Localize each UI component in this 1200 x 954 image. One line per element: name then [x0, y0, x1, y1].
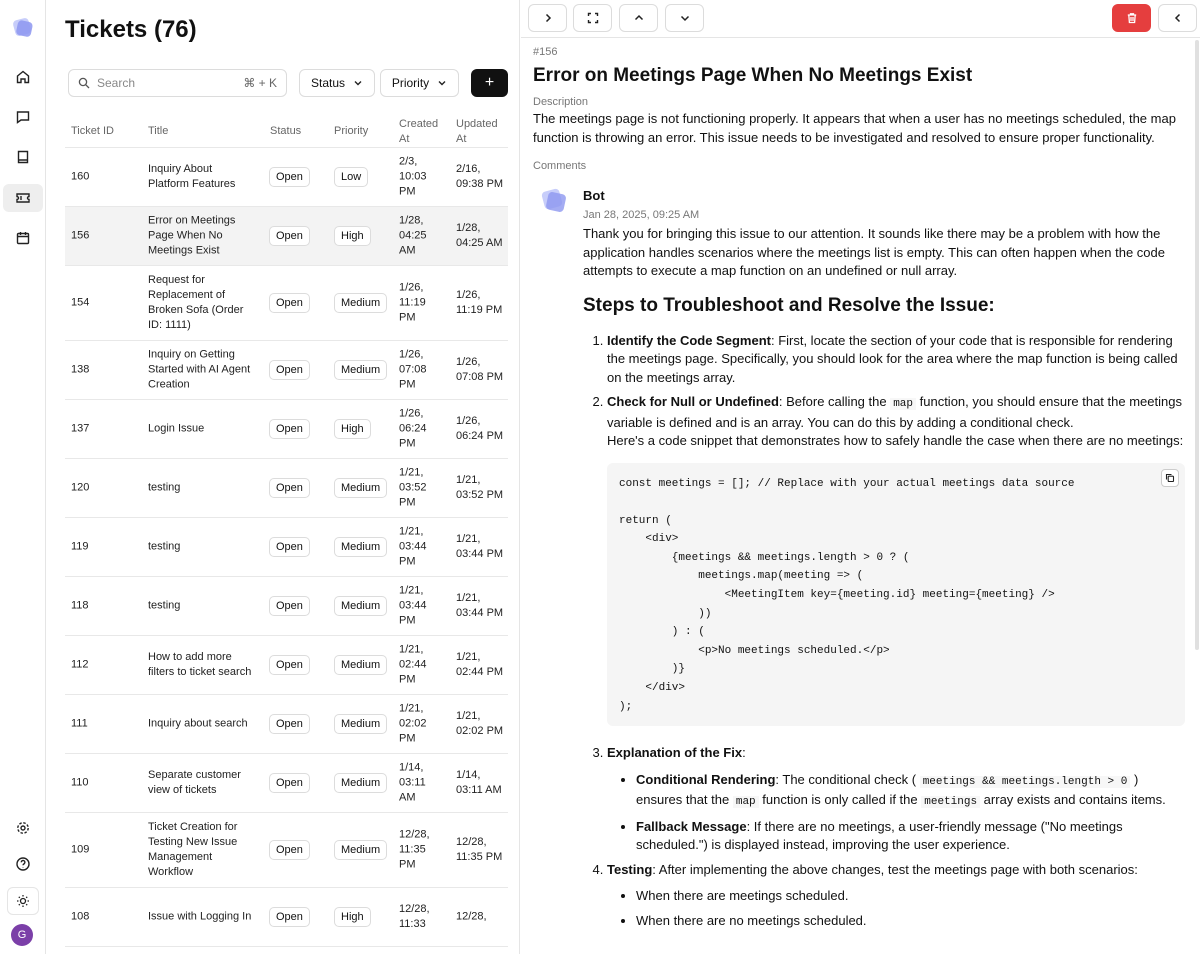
status-badge: Open	[269, 655, 310, 675]
priority-badge: Medium	[334, 360, 387, 380]
ticket-id-cell: 118	[71, 599, 89, 612]
step-2-text-c: Here's a code snippet that demonstrates how to safely handle the case when there are no meetings:	[607, 433, 1184, 448]
table-row[interactable]	[65, 459, 508, 518]
comments-label: Comments	[533, 160, 587, 172]
detail-scrollbar[interactable]	[1195, 40, 1199, 650]
table-header	[65, 114, 508, 148]
table-row[interactable]	[65, 636, 508, 695]
description-label: Description	[533, 96, 589, 108]
header-ticket-id[interactable]: Ticket ID	[71, 125, 114, 137]
table-row[interactable]	[65, 888, 508, 947]
created-at-cell: 1/28, 04:25 AM	[399, 214, 427, 257]
avatar-initial: G	[17, 929, 27, 941]
step-3	[607, 744, 1188, 855]
icon-rail	[0, 0, 46, 954]
chevron-down-icon	[679, 12, 691, 24]
status-badge: Open	[269, 840, 310, 860]
created-at-cell: 12/28, 11:33	[399, 903, 430, 930]
priority-badge: Medium	[334, 714, 387, 734]
chat-icon	[15, 109, 31, 125]
bullet-fallback-message	[636, 818, 1188, 855]
step-2-text: : Before calling the	[778, 394, 891, 409]
step-3-title: Explanation of the Fix	[607, 745, 743, 761]
search-shortcut: ⌘ + K	[243, 76, 277, 90]
step-4	[607, 861, 1188, 931]
ticket-title-cell: Inquiry on Getting Started with AI Agent Creation	[148, 348, 251, 391]
test-case-2: • When there are no meetings scheduled.	[636, 912, 1188, 931]
priority-badge: Medium	[334, 596, 387, 616]
ticket-title-cell: testing	[148, 540, 181, 553]
header-status[interactable]: Status	[270, 125, 302, 137]
chevron-up-icon	[633, 12, 645, 24]
updated-at-cell: 1/26, 07:08 PM	[456, 356, 504, 383]
ticket-id-cell: 112	[71, 658, 89, 671]
updated-at-cell: 1/21, 03:52 PM	[456, 474, 504, 501]
sun-icon	[15, 893, 31, 909]
comment-body	[583, 225, 1188, 936]
ticket-list-panel	[46, 0, 520, 954]
ticket-id-cell: 111	[71, 717, 88, 730]
status-badge: Open	[269, 167, 310, 187]
step-1-title: Identify the Code Segment	[607, 332, 771, 348]
ticket-title-cell: Request for Replacement of Broken Sofa (Order ID: 1111)	[148, 274, 244, 331]
ticket-icon	[15, 190, 31, 206]
priority-badge: High	[334, 907, 371, 927]
ticket-title-cell: testing	[148, 481, 181, 494]
ticket-title-cell: Error on Meetings Page When No Meetings Exist	[148, 214, 236, 257]
bullet-1-text-c: function is only called if the	[758, 792, 922, 808]
testing-list	[607, 887, 1188, 930]
table-row[interactable]	[65, 148, 508, 207]
status-filter-label: Status	[310, 76, 346, 90]
bullet-2-title: Fallback Message	[636, 818, 747, 834]
step-4-title: Testing	[607, 861, 653, 877]
created-at-cell: 1/26, 07:08 PM	[399, 348, 427, 391]
gear-icon	[15, 820, 31, 836]
updated-at-cell: 2/16, 09:38 PM	[456, 163, 504, 190]
step-2-text-b: function, you should ensure that the meetings variable is defined and is an array. You can do this by adding a conditional check.	[607, 394, 1182, 430]
status-badge: Open	[269, 907, 310, 927]
ticket-id-cell: 110	[71, 776, 89, 789]
priority-badge: Medium	[334, 537, 387, 557]
header-title[interactable]: Title	[148, 125, 169, 137]
status-badge: Open	[269, 596, 310, 616]
updated-at-cell: 12/28, 11:35 PM	[456, 836, 503, 863]
comment-timestamp: Jan 28, 2025, 09:25 AM	[583, 209, 700, 221]
table-row[interactable]	[65, 754, 508, 813]
nav-home[interactable]	[3, 63, 43, 91]
table-row[interactable]	[65, 577, 508, 636]
nav-tickets[interactable]	[3, 184, 43, 212]
status-badge: Open	[269, 773, 310, 793]
close-detail-button[interactable]	[1158, 4, 1197, 32]
priority-badge: Medium	[334, 773, 387, 793]
created-at-cell: 1/21, 03:52 PM	[399, 466, 427, 509]
chevron-down-icon	[353, 78, 363, 88]
step-2	[607, 393, 1188, 726]
ticket-title-cell: Issue with Logging In	[148, 910, 252, 923]
inline-code: map	[733, 796, 759, 808]
table-row[interactable]	[65, 813, 508, 888]
created-at-cell: 1/14, 03:11 AM	[399, 761, 426, 804]
created-at-cell: 1/21, 03:44 PM	[399, 584, 427, 627]
chevron-left-icon	[1172, 12, 1184, 24]
comment-heading: Steps to Troubleshoot and Resolve the Issue:	[583, 294, 995, 316]
home-icon	[15, 69, 31, 85]
ticket-id-cell: 160	[71, 170, 90, 183]
updated-at-cell: 1/14, 03:11 AM	[456, 769, 502, 796]
comment-author: Bot	[583, 188, 605, 203]
updated-at-cell: 1/26, 06:24 PM	[456, 415, 504, 442]
status-badge: Open	[269, 537, 310, 557]
updated-at-cell: 1/21, 03:44 PM	[456, 592, 504, 619]
bullet-1-text: : The conditional check (	[775, 771, 920, 787]
priority-badge: Medium	[334, 293, 387, 313]
comment-intro: Thank you for bringing this issue to our attention. It sounds like there may be a problem with how the application handles scenarios where the meetings list is empty. This can often happen when the code attempts to execute a map function on an undefined or null array.	[583, 226, 1165, 278]
bullet-conditional-rendering	[636, 771, 1188, 812]
book-icon	[15, 149, 31, 165]
ticket-id-cell: 109	[71, 843, 90, 856]
copy-icon	[1165, 473, 1175, 483]
updated-at-cell: 1/21, 02:44 PM	[456, 651, 504, 678]
ticket-title-cell: testing	[148, 599, 181, 612]
ticket-id-cell: 120	[71, 481, 90, 494]
created-at-cell: 12/28, 11:35 PM	[399, 828, 430, 871]
updated-at-cell: 1/21, 02:02 PM	[456, 710, 504, 737]
created-at-cell: 1/21, 02:44 PM	[399, 643, 427, 686]
table-row[interactable]	[65, 695, 508, 754]
copy-code-button[interactable]	[1161, 469, 1179, 487]
plus-icon: +	[484, 74, 495, 91]
theme-toggle[interactable]	[7, 887, 39, 915]
status-badge: Open	[269, 226, 310, 246]
fullscreen-button[interactable]	[573, 4, 612, 32]
table-row[interactable]	[65, 207, 508, 266]
header-created-at[interactable]: Created At	[399, 118, 439, 145]
status-badge: Open	[269, 293, 310, 313]
table-row[interactable]	[65, 400, 508, 459]
search-icon	[78, 77, 90, 89]
created-at-cell: 1/26, 11:19 PM	[399, 281, 426, 324]
ticket-title-cell: Inquiry About Platform Features	[148, 163, 236, 190]
previous-ticket-button[interactable]	[619, 4, 658, 32]
bullet-2-text: : If there are no meetings, a user-friendly message ("No meetings scheduled.") is displayed instead, improving the user experience.	[636, 818, 1123, 853]
nav-help[interactable]	[3, 850, 43, 878]
bot-avatar-icon	[539, 186, 569, 216]
ticket-id-cell: 156	[71, 229, 90, 242]
ticket-title-cell: Login Issue	[148, 422, 205, 435]
ticket-title-cell: Inquiry about search	[148, 717, 248, 730]
add-ticket-button[interactable]	[471, 69, 508, 97]
code-content: const meetings = []; // Replace with your actual meetings data source return ( <div> {meetings && meetings.length > 0 ? ( meetings.map(meeting => ( <MeetingItem key={meeting.id} meeting={meeting} /> )) ) : ( <p>No meetings scheduled.</p> )} </div> );	[619, 477, 1075, 713]
step-3-colon: :	[742, 745, 746, 761]
updated-at-cell: 12/28,	[456, 910, 487, 923]
chevron-right-icon	[542, 12, 554, 24]
help-icon	[15, 856, 31, 872]
nav-settings[interactable]	[3, 814, 43, 842]
priority-badge: Medium	[334, 478, 387, 498]
updated-at-cell: 1/21, 03:44 PM	[456, 533, 504, 560]
table-row[interactable]	[65, 518, 508, 577]
status-badge: Open	[269, 478, 310, 498]
next-ticket-button[interactable]	[665, 4, 704, 32]
fix-explanation-list	[607, 771, 1188, 855]
ticket-id-cell: 119	[71, 540, 89, 553]
ticket-id-cell: 138	[71, 363, 90, 376]
step-1	[607, 332, 1188, 388]
inline-code: meetings	[921, 796, 980, 808]
step-1-text: : First, locate the section of your code that is responsible for rendering the meetings page. Specifically, you should look for the area where the map function is being called on the meetings array.	[607, 332, 1178, 385]
ticket-title: Error on Meetings Page When No Meetings Exist	[533, 65, 973, 86]
search-box[interactable]	[68, 69, 287, 97]
updated-at-cell: 1/26, 11:19 PM	[456, 289, 503, 316]
tickets-table	[65, 114, 508, 930]
nav-chat[interactable]	[3, 103, 43, 131]
inline-code: meetings && meetings.length > 0	[920, 776, 1131, 788]
created-at-cell: 1/21, 03:44 PM	[399, 525, 427, 568]
trash-icon	[1126, 12, 1138, 24]
ticket-description: The meetings page is not functioning properly. It appears that when a user has no meetings scheduled, the map function is throwing an error. This issue needs to be investigated and resolved to ensure proper functionality.	[533, 111, 1176, 145]
ticket-title-cell: Ticket Creation for Testing New Issue Management Workflow	[148, 821, 238, 878]
header-updated-at[interactable]: Updated At	[456, 118, 498, 145]
ticket-title-cell: Separate customer view of tickets	[148, 769, 241, 796]
ticket-detail-panel	[521, 0, 1200, 954]
step-4-text: : After implementing the above changes, test the meetings page with both scenarios:	[652, 861, 1138, 877]
calendar-icon	[15, 230, 31, 246]
created-at-cell: 1/21, 02:02 PM	[399, 702, 427, 745]
priority-badge: Medium	[334, 840, 387, 860]
priority-filter-button[interactable]	[380, 69, 459, 97]
priority-badge: Medium	[334, 655, 387, 675]
delete-ticket-button[interactable]	[1112, 4, 1151, 32]
bullet-1-text-b: ) ensures that the	[636, 771, 1139, 808]
chevron-down-icon	[437, 78, 447, 88]
detail-toolbar	[521, 0, 1200, 38]
ticket-id-cell: 137	[71, 422, 90, 435]
ticket-id-cell: 154	[71, 296, 90, 309]
updated-at-cell: 1/28, 04:25 AM	[456, 222, 503, 249]
ticket-id-cell: 108	[71, 910, 90, 923]
created-at-cell: 1/26, 06:24 PM	[399, 407, 427, 450]
priority-badge: High	[334, 419, 371, 439]
code-block	[607, 463, 1185, 727]
table-row[interactable]	[65, 266, 508, 341]
expand-icon	[587, 12, 599, 24]
status-badge: Open	[269, 360, 310, 380]
ticket-title-cell: How to add more filters to ticket search	[148, 651, 252, 678]
step-2-title: Check for Null or Undefined	[607, 394, 779, 409]
bullet-1-text-d: array exists and contains items.	[980, 792, 1166, 808]
status-badge: Open	[269, 714, 310, 734]
page-title: Tickets (76)	[65, 16, 197, 43]
steps-list	[583, 332, 1188, 931]
priority-badge: Low	[334, 167, 368, 187]
ticket-number: #156	[533, 46, 558, 58]
user-avatar[interactable]	[11, 924, 33, 946]
test-case-1: • When there are meetings scheduled.	[636, 887, 1188, 906]
app-logo-icon[interactable]	[11, 16, 35, 40]
bullet-1-title: Conditional Rendering	[636, 771, 776, 787]
table-row[interactable]	[65, 341, 508, 400]
status-filter-button[interactable]	[299, 69, 375, 97]
collapse-panel-button[interactable]	[528, 4, 567, 32]
nav-calendar[interactable]	[3, 224, 43, 252]
inline-code: map	[890, 398, 916, 410]
search-input[interactable]	[97, 76, 243, 90]
priority-badge: High	[334, 226, 371, 246]
header-priority[interactable]: Priority	[334, 125, 369, 137]
created-at-cell: 2/3, 10:03 PM	[399, 155, 427, 198]
status-badge: Open	[269, 419, 310, 439]
priority-filter-label: Priority	[391, 76, 430, 90]
nav-knowledge[interactable]	[3, 143, 43, 171]
